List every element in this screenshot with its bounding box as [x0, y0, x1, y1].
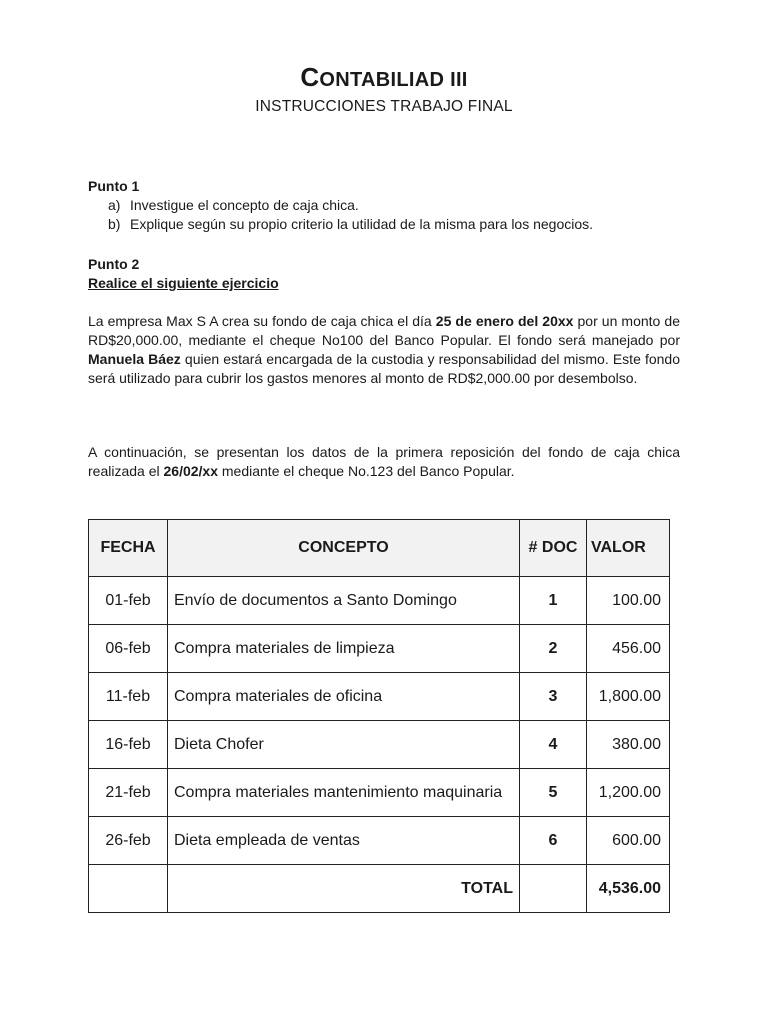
cell-concepto: Compra materiales mantenimiento maquinaria — [168, 769, 520, 817]
page-title-rest: ONTABILIAD III — [319, 69, 468, 91]
cell-concepto: Compra materiales de limpieza — [168, 625, 520, 673]
table-row — [89, 673, 670, 721]
cell-fecha: 21-feb — [89, 769, 168, 817]
table-header-row — [89, 520, 670, 577]
header-doc: # DOC — [520, 520, 587, 577]
table-row — [89, 769, 670, 817]
cell-valor: 100.00 — [587, 577, 670, 625]
list-item — [88, 196, 680, 215]
table-row — [89, 817, 670, 865]
list-marker: b) — [108, 216, 121, 232]
cell-fecha: 01-feb — [89, 577, 168, 625]
petty-cash-table — [88, 519, 670, 913]
cell-fecha: 06-feb — [89, 625, 168, 673]
cell-doc: 6 — [520, 817, 587, 865]
replenishment-paragraph — [88, 443, 680, 481]
total-empty-cell — [520, 865, 587, 913]
header-valor: VALOR — [587, 520, 670, 577]
table-row — [89, 721, 670, 769]
cell-valor: 1,200.00 — [587, 769, 670, 817]
page-title — [0, 62, 768, 93]
cell-valor: 600.00 — [587, 817, 670, 865]
cell-valor: 380.00 — [587, 721, 670, 769]
total-empty-cell — [89, 865, 168, 913]
list-item — [88, 215, 680, 234]
list-item-text: Explique según su propio criterio la utilidad de la misma para los negocios. — [130, 216, 594, 232]
table-row — [89, 625, 670, 673]
header-concepto: CONCEPTO — [168, 520, 520, 577]
cell-fecha: 11-feb — [89, 673, 168, 721]
paragraph-date: 26/02/xx — [163, 463, 218, 479]
cell-fecha: 16-feb — [89, 721, 168, 769]
total-label: TOTAL — [168, 865, 520, 913]
list-item-text: Investigue el concepto de caja chica. — [130, 197, 359, 213]
page-subtitle: INSTRUCCIONES TRABAJO FINAL — [255, 98, 513, 115]
table-total-row — [89, 865, 670, 913]
paragraph-custodian: Manuela Báez — [88, 351, 181, 367]
cell-valor: 1,800.00 — [587, 673, 670, 721]
cell-doc: 5 — [520, 769, 587, 817]
cell-concepto: Dieta Chofer — [168, 721, 520, 769]
paragraph-text: A continuación, se presentan los datos de la primera reposición del fondo de caja chica realizada el — [88, 444, 680, 479]
table-row — [89, 577, 670, 625]
total-value: 4,536.00 — [587, 865, 670, 913]
header-fecha: FECHA — [89, 520, 168, 577]
paragraph-text: por un monto de RD$20,000.00, mediante el cheque No100 del Banco Popular. El fondo será manejado por — [88, 313, 680, 348]
cell-doc: 2 — [520, 625, 587, 673]
cell-doc: 3 — [520, 673, 587, 721]
punto2-heading: Punto 2 — [88, 256, 140, 272]
page-title-initial: C — [300, 62, 320, 92]
cell-concepto: Compra materiales de oficina — [168, 673, 520, 721]
list-marker: a) — [108, 197, 121, 213]
exercise-paragraph — [88, 312, 680, 388]
punto1-heading: Punto 1 — [88, 178, 140, 194]
cell-doc: 4 — [520, 721, 587, 769]
paragraph-text: La empresa Max S A crea su fondo de caja chica el día — [88, 313, 436, 329]
cell-doc: 1 — [520, 577, 587, 625]
punto2-section — [88, 255, 680, 293]
punto1-section — [88, 177, 680, 234]
cell-valor: 456.00 — [587, 625, 670, 673]
cell-concepto: Dieta empleada de ventas — [168, 817, 520, 865]
paragraph-text: quien estará encargada de la custodia y responsabilidad del mismo. Este fondo será utilizado para cubrir los gastos menores al monto de RD$2,000.00 por desembolso. — [88, 351, 680, 386]
paragraph-text: mediante el cheque No.123 del Banco Popular. — [218, 463, 515, 479]
cell-concepto: Envío de documentos a Santo Domingo — [168, 577, 520, 625]
cell-fecha: 26-feb — [89, 817, 168, 865]
paragraph-date: 25 de enero del 20xx — [435, 313, 574, 329]
punto2-subheading: Realice el siguiente ejercicio — [88, 275, 279, 291]
